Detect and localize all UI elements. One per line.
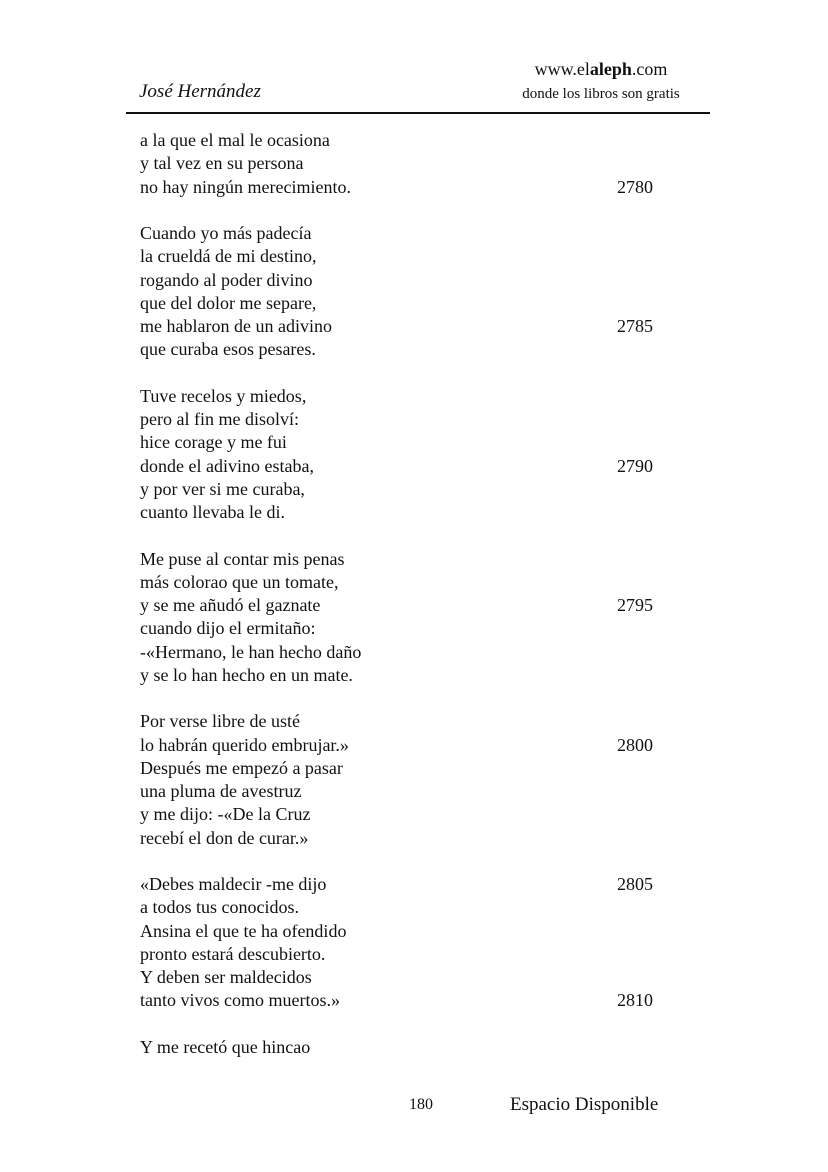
verse-line (140, 222, 700, 245)
verse-line (140, 176, 700, 199)
verse-line (140, 920, 700, 943)
verse-line (140, 292, 700, 315)
verse-line (140, 803, 700, 826)
poem-body (140, 129, 700, 1059)
verse-text: y se me añudó el gaznate (140, 595, 321, 615)
verse-line (140, 478, 700, 501)
verse-text: Ansina el que te ha ofendido (140, 920, 347, 941)
stanza-gap (140, 850, 700, 873)
verse-line (140, 152, 700, 175)
verse-line (140, 594, 700, 617)
verse-text: Cuando yo más padecía (140, 223, 312, 243)
verse-text: «Debes maldecir -me dijo (140, 874, 327, 894)
verse-number: 2805 (617, 874, 653, 894)
verse-number: 2785 (617, 316, 653, 336)
verse-text: cuanto llevaba le di. (140, 502, 285, 522)
verse-line (140, 315, 700, 338)
verse-text: que del dolor me separe, (140, 292, 317, 313)
verse-number: 2795 (617, 595, 653, 615)
verse-text: -«Hermano, le han hecho daño (140, 641, 362, 662)
verse-line (140, 989, 700, 1012)
author-name: José Hernández (139, 81, 261, 102)
site-url[interactable] (496, 58, 706, 80)
verse-line (140, 338, 700, 361)
verse-line (140, 966, 700, 989)
verse-text: que curaba esos pesares. (140, 339, 316, 360)
verse-line (140, 617, 700, 640)
verse-text: tanto vivos como muertos.» (140, 990, 340, 1011)
verse-text: y me dijo: -«De la Cruz (140, 804, 311, 825)
verse-number: 2800 (617, 734, 653, 755)
verse-line (140, 827, 700, 850)
verse-line (140, 641, 700, 664)
verse-text: a todos tus conocidos. (140, 897, 299, 918)
verse-number: 2790 (617, 455, 653, 476)
page-number: 180 (409, 1096, 433, 1113)
verse-text: una pluma de avestruz (140, 781, 302, 801)
verse-text: rogando al poder divino (140, 269, 313, 290)
header-divider (126, 112, 710, 114)
verse-line (140, 408, 700, 431)
footer-label: Espacio Disponible (510, 1094, 659, 1115)
verse-line (140, 943, 700, 966)
verse-text: me hablaron de un adivino (140, 316, 332, 336)
verse-text: Y me recetó que hincao (140, 1036, 311, 1057)
verse-line (140, 664, 700, 687)
verse-text: donde el adivino estaba, (140, 455, 314, 476)
verse-text: Por verse libre de usté (140, 711, 300, 732)
verse-line (140, 501, 700, 524)
stanza-gap (140, 687, 700, 710)
stanza-gap (140, 199, 700, 222)
verse-text: más colorao que un tomate, (140, 571, 339, 592)
verse-text: y tal vez en su persona (140, 153, 304, 174)
verse-text: Después me empezó a pasar (140, 757, 343, 778)
verse-line (140, 710, 700, 733)
verse-text: recebí el don de curar.» (140, 827, 309, 848)
verse-line (140, 780, 700, 803)
verse-line (140, 571, 700, 594)
verse-line (140, 1036, 700, 1059)
verse-line (140, 757, 700, 780)
site-tagline: donde los libros son gratis (522, 86, 680, 102)
verse-line (140, 269, 700, 292)
verse-line (140, 245, 700, 268)
verse-text: Tuve recelos y miedos, (140, 385, 307, 406)
stanza-gap (140, 524, 700, 547)
verse-text: lo habrán querido embrujar.» (140, 734, 349, 755)
verse-text: cuando dijo el ermitaño: (140, 618, 316, 639)
site-url-prefix: www.el (534, 59, 590, 79)
site-url-suffix: .com (631, 59, 668, 79)
verse-line (140, 896, 700, 919)
verse-number: 2780 (617, 176, 653, 197)
verse-line (140, 734, 700, 757)
verse-text: pero al fin me disolví: (140, 409, 299, 429)
site-url-brand: aleph (589, 59, 632, 79)
verse-text: a la que el mal le ocasiona (140, 130, 330, 150)
verse-number: 2810 (617, 990, 653, 1011)
verse-text: hice corage y me fui (140, 432, 287, 453)
verse-text: y se lo han hecho en un mate. (140, 664, 353, 685)
verse-line (140, 873, 700, 896)
verse-text: Y deben ser maldecidos (140, 967, 312, 987)
verse-line (140, 455, 700, 478)
verse-line (140, 431, 700, 454)
verse-line (140, 548, 700, 571)
verse-text: no hay ningún merecimiento. (140, 176, 351, 197)
verse-text: Me puse al contar mis penas (140, 548, 345, 569)
stanza-gap (140, 1013, 700, 1036)
verse-text: y por ver si me curaba, (140, 478, 305, 499)
verse-text: pronto estará descubierto. (140, 943, 326, 964)
verse-text: la crueldá de mi destino, (140, 246, 317, 267)
stanza-gap (140, 362, 700, 385)
verse-line (140, 385, 700, 408)
verse-line (140, 129, 700, 152)
